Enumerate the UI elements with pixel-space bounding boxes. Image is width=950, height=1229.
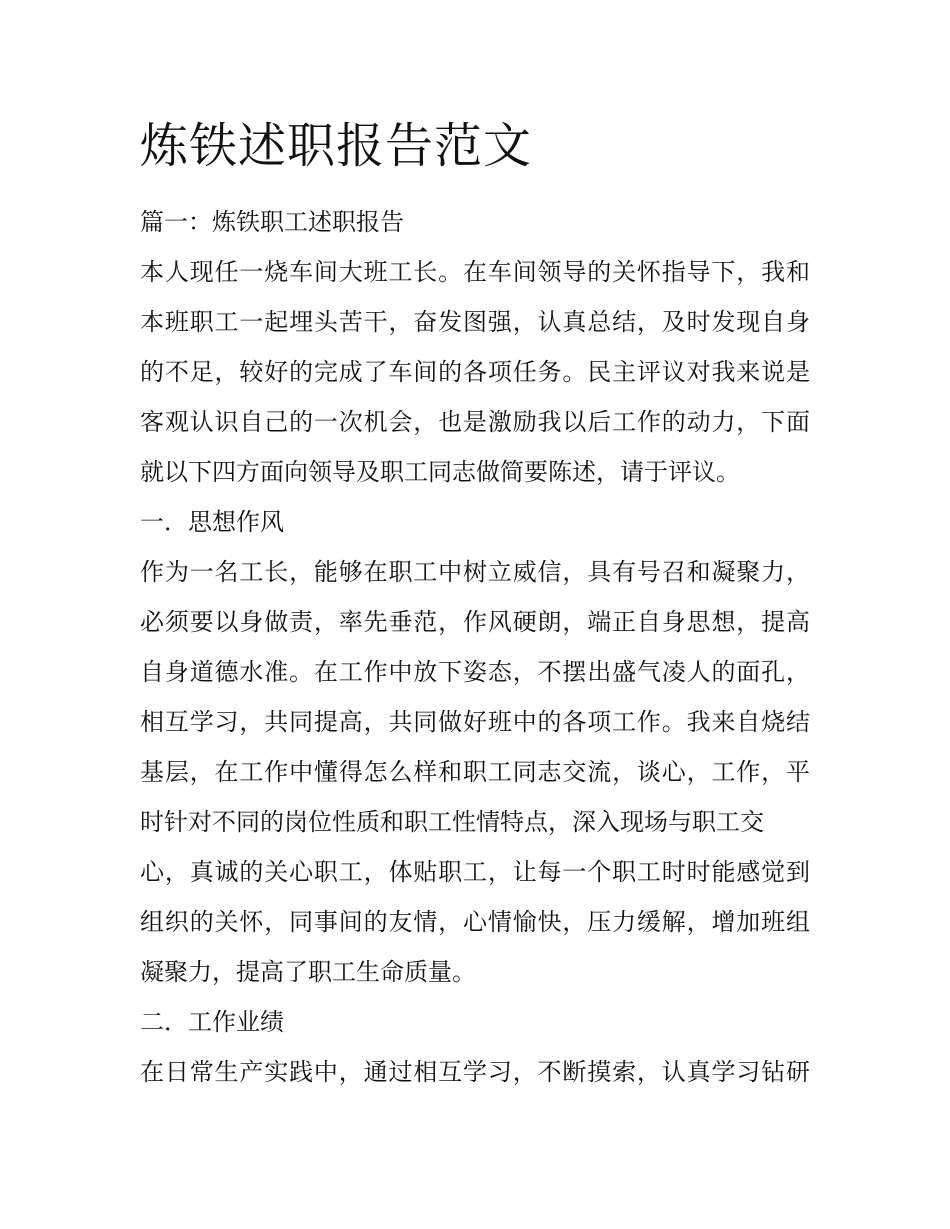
section1-line: 相互学习，共同提高，共同做好班中的各项工作。我来自烧结 — [140, 708, 810, 736]
section1-line: 心，真诚的关心职工，体贴职工，让每一个职工时时能感觉到 — [140, 858, 810, 886]
section-heading: 篇一：炼铁职工述职报告 — [140, 208, 404, 236]
section1-line: 必须要以身做责，率先垂范，作风硬朗，端正自身思想，提高 — [140, 608, 810, 636]
intro-line: 本人现任一烧车间大班工长。在车间领导的关怀指导下，我和 — [140, 258, 810, 286]
intro-line: 客观认识自己的一次机会，也是激励我以后工作的动力，下面 — [140, 408, 810, 436]
section1-line: 自身道德水准。在工作中放下姿态，不摆出盛气凌人的面孔， — [140, 658, 810, 686]
heading-thinking-style: 一．思想作风 — [140, 508, 284, 536]
heading-work-performance: 二．工作业绩 — [140, 1008, 284, 1036]
intro-line: 本班职工一起埋头苦干，奋发图强，认真总结，及时发现自身 — [140, 308, 810, 336]
section1-line: 组织的关怀，同事间的友情，心情愉快，压力缓解，增加班组 — [140, 908, 810, 936]
section1-line: 基层，在工作中懂得怎么样和职工同志交流，谈心，工作，平 — [140, 758, 810, 786]
document-title: 炼铁述职报告范文 — [140, 118, 533, 174]
section2-line: 在日常生产实践中，通过相互学习，不断摸索，认真学习钻研 — [140, 1058, 810, 1086]
intro-line: 的不足，较好的完成了车间的各项任务。民主评议对我来说是 — [140, 358, 810, 386]
section1-line: 作为一名工长，能够在职工中树立威信，具有号召和凝聚力， — [140, 558, 810, 586]
section1-line: 时针对不同的岗位性质和职工性情特点，深入现场与职工交 — [140, 808, 764, 836]
section1-line: 凝聚力，提高了职工生命质量。 — [140, 958, 476, 986]
intro-line: 就以下四方面向领导及职工同志做简要陈述，请于评议。 — [140, 458, 740, 486]
